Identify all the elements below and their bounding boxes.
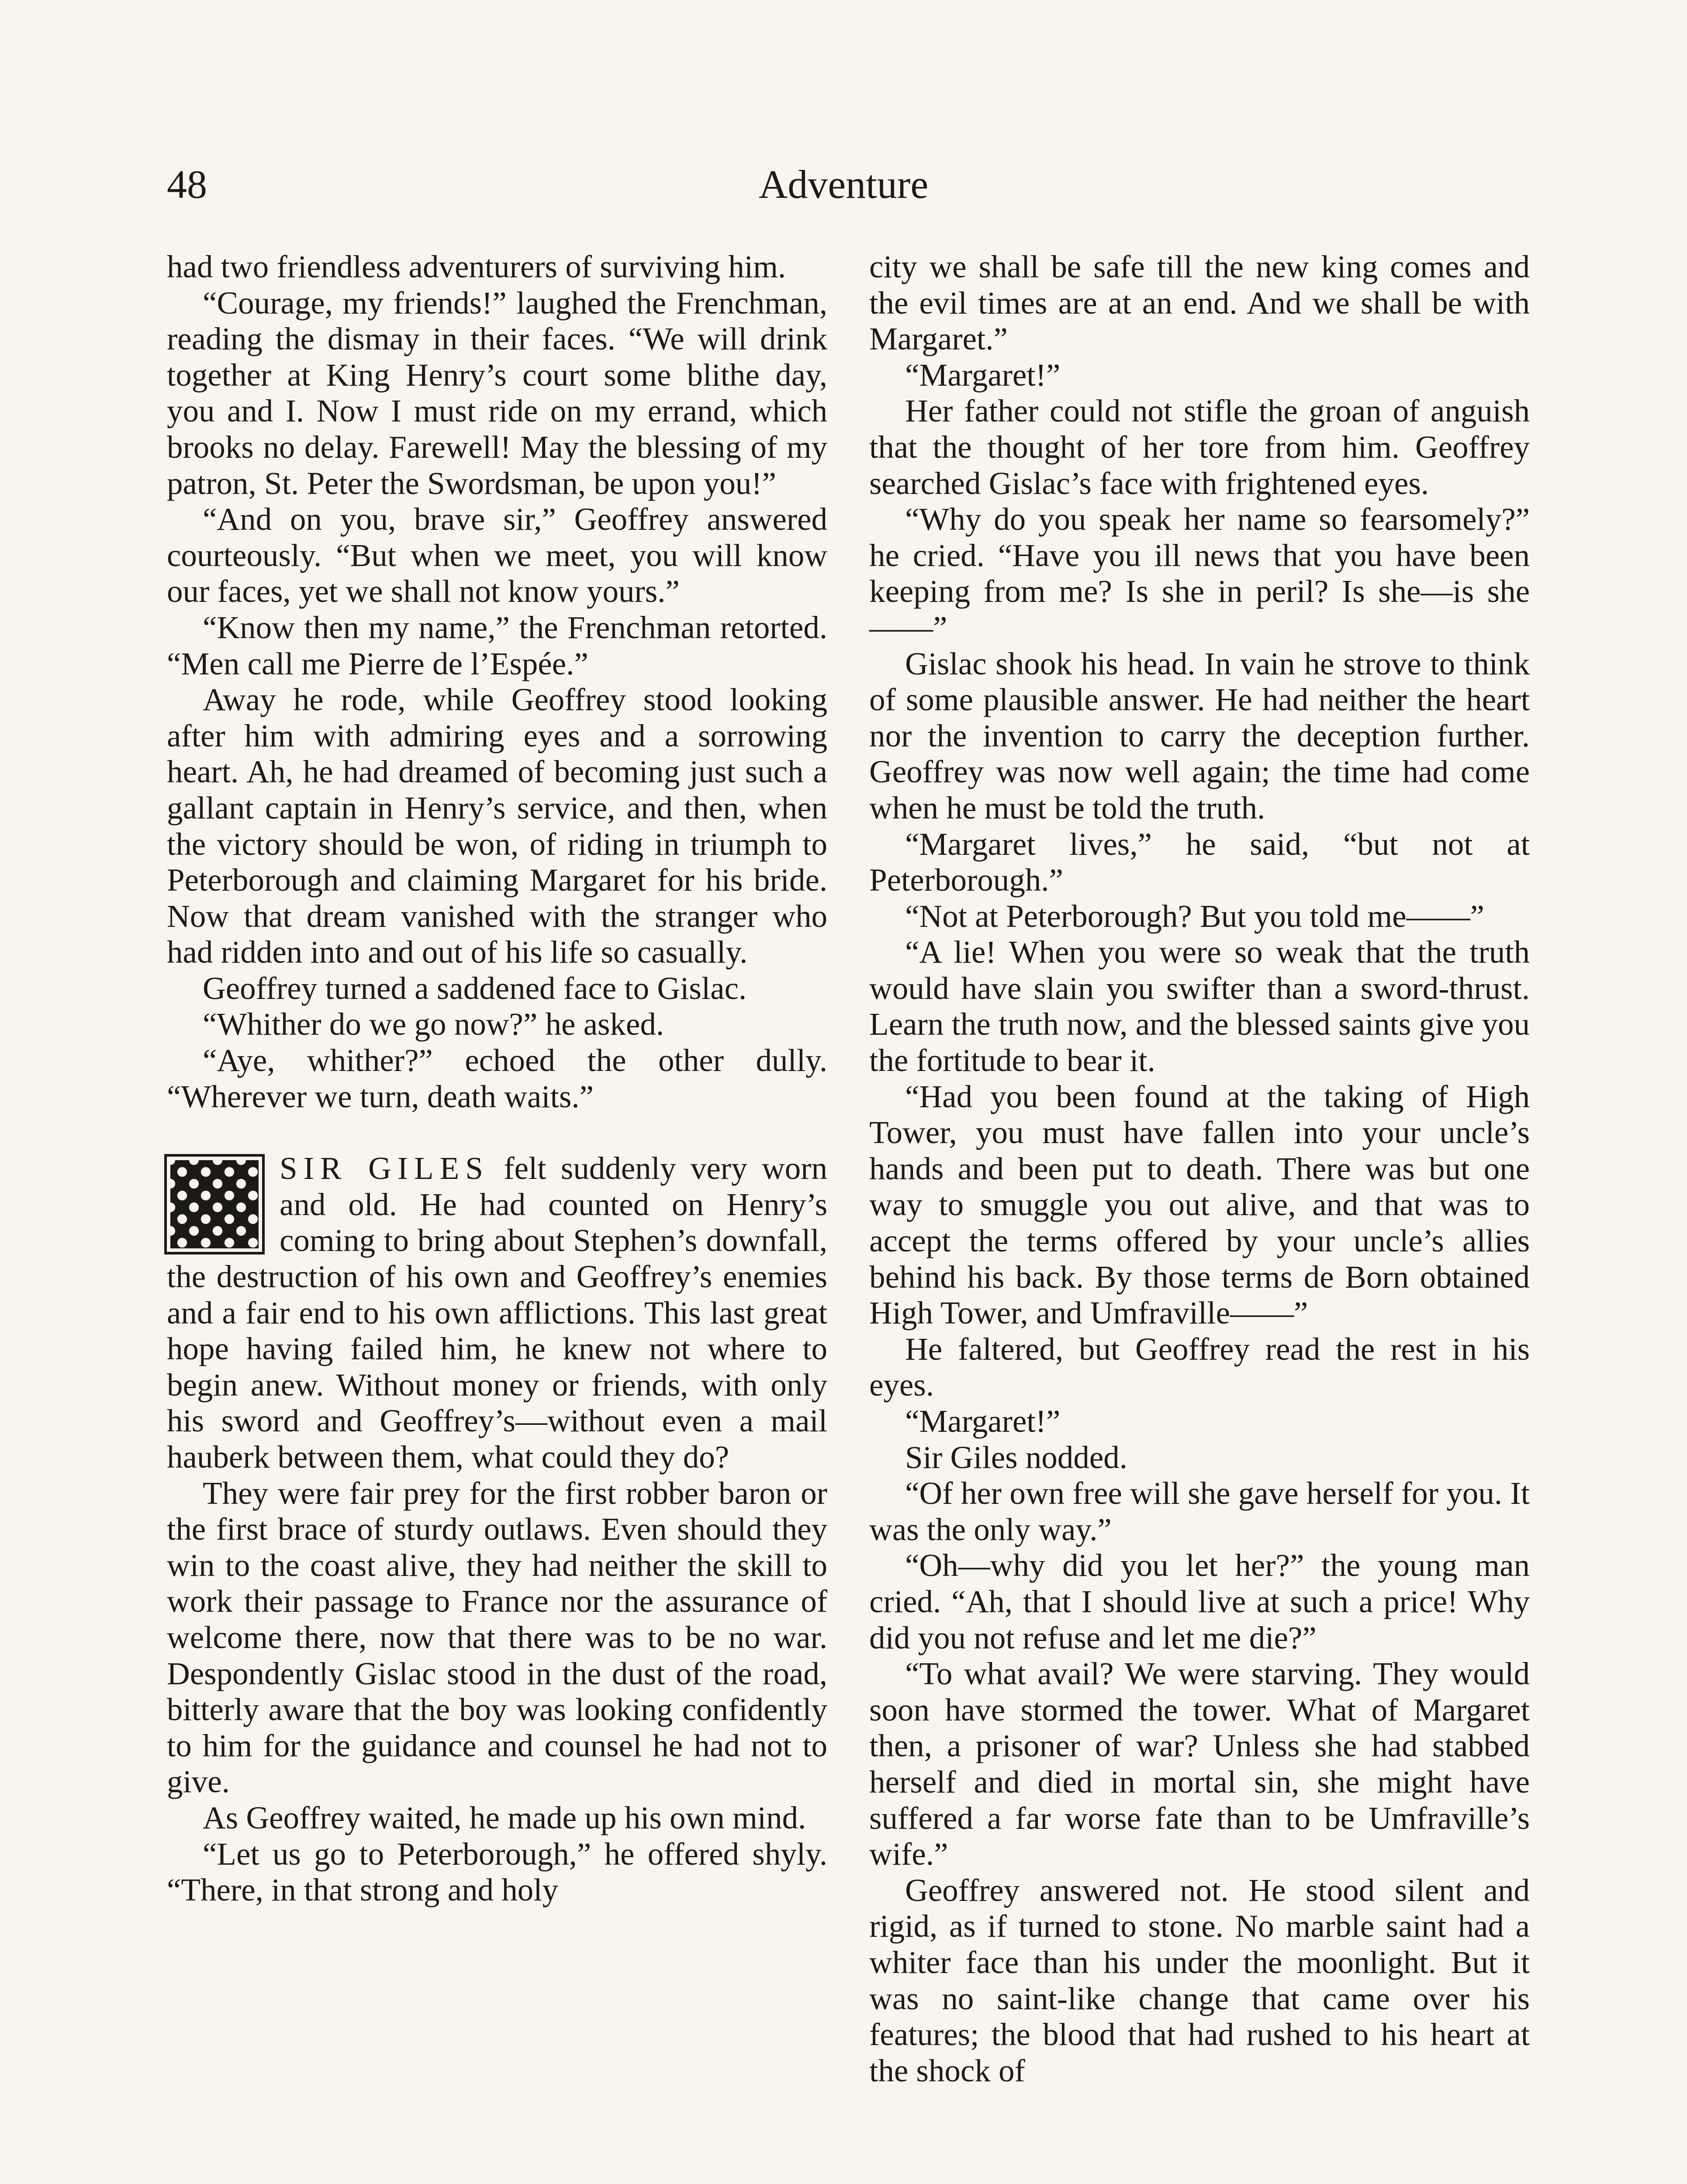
paragraph: “Courage, my friends!” laughed the Frenchman, reading the dismay in their faces. “We will drink together at King Henry’s court some blithe day, you and I. Now I must ride on my errand, which brooks no delay. Farewell! May the blessing of my patron, St. Peter the Swordsman, be upon you!”	[167, 285, 827, 501]
paragraph: had two friendless adventurers of surviving him.	[167, 249, 786, 284]
paragraph: city we shall be safe till the new king comes and the evil times are at an end. And we shall be with Margaret.”	[869, 249, 1530, 357]
paragraph: Geoffrey turned a saddened face to Gislac.	[203, 970, 747, 1006]
left-column	[167, 249, 827, 1908]
paragraph: “Margaret lives,” he said, “but not at Peterborough.”	[869, 826, 1530, 898]
paragraph: “Why do you speak her name so fearsomely?” he cried. “Have you ill news that you have been keeping from me? Is she in peril? Is she—is she——”	[869, 501, 1530, 645]
paragraph: “To what avail? We were starving. They would soon have stormed the tower. What of Margaret then, a prisoner of war? Unless she had stabbed herself and died in mortal sin, she might have suffered a far worse fate than to be Umfraville’s wife.”	[869, 1656, 1530, 1872]
paragraph: “Not at Peterborough? But you told me——”	[905, 898, 1484, 934]
right-column	[869, 249, 1530, 2089]
paragraph: “Aye, whither?” echoed the other dully. “Wherever we turn, death waits.”	[167, 1043, 827, 1114]
running-head: Adventure	[758, 162, 929, 207]
page-header	[167, 158, 1520, 211]
page-number: 48	[167, 162, 207, 207]
paragraph: Away he rode, while Geoffrey stood looking after him with admiring eyes and a sorrowing heart. Ah, he had dreamed of becoming just such a gallant captain in Henry’s service, and then, when the victory should be won, of riding in triumph to Peterborough and claiming Margaret for his bride. Now that dream vanished with the stranger who had ridden into and out of his life so casually.	[167, 682, 827, 970]
paragraph: “Had you been found at the taking of High Tower, you must have fallen into your uncle’s hands and been put to death. There was but one way to smuggle you out alive, and that was to accept the terms offered by your uncle’s allies behind his back. By those terms de Born obtained High Tower, and Umfraville——”	[869, 1078, 1530, 1331]
paragraph: Gislac shook his head. In vain he strove to think of some plausible answer. He had neither the heart nor the invention to carry the deception further. Geoffrey was now well again; the time had come when he must be told the truth.	[869, 646, 1530, 826]
section-opening-paragraph	[167, 1151, 827, 1475]
paragraph: Sir Giles nodded.	[905, 1439, 1127, 1475]
section-lead-in: SIR GILES	[280, 1151, 489, 1186]
paragraph: “Whither do we go now?” he asked.	[203, 1006, 664, 1042]
paragraph: “Of her own free will she gave herself for you. It was the only way.”	[869, 1476, 1530, 1547]
paragraph: He faltered, but Geoffrey read the rest in his eyes.	[869, 1331, 1530, 1403]
paragraph: “A lie! When you were so weak that the truth would have slain you swifter than a sword-thrust. Learn the truth now, and the blessed saints give you the fortitude to bear it.	[869, 934, 1530, 1078]
paragraph: They were fair prey for the first robber baron or the first brace of sturdy outlaws. Even should they win to the coast alive, they had neither the skill to work their passage to France nor the assurance of welcome there, now that there was to be no war. Despondently Gislac stood in the dust of the road, bitterly aware that the boy was looking confidently to him for the guidance and counsel he had not to give.	[167, 1475, 827, 1800]
paragraph: “Oh—why did you let her?” the young man cried. “Ah, that I should live at such a price! Why did you not refuse and let me die?”	[869, 1548, 1530, 1655]
paragraph-text: felt suddenly very worn and old. He had counted on Henry’s coming to bring about Stephen’s downfall, the destruction of his own and Geoffrey’s enemies and a fair end to his own afflictions. This last great hope having failed him, he knew not where to begin anew. Without money or friends, with only his sword and Geoffrey’s—without even a mail hauberk between them, what could they do?	[167, 1151, 827, 1475]
paragraph: “Know then my name,” the Frenchman retorted. “Men call me Pierre de l’Espée.”	[167, 609, 827, 681]
paragraph: Her father could not stifle the groan of anguish that the thought of her tore from him. Geoffrey searched Gislac’s face with frightened eyes.	[869, 393, 1530, 501]
paragraph: “Margaret!”	[905, 357, 1061, 393]
paragraph: “And on you, brave sir,” Geoffrey answered courteously. “But when we meet, you will know our faces, yet we shall not know yours.”	[167, 501, 827, 609]
paragraph: “Margaret!”	[905, 1403, 1061, 1439]
paragraph: As Geoffrey waited, he made up his own mind.	[203, 1800, 806, 1835]
paragraph: Geoffrey answered not. He stood silent and rigid, as if turned to stone. No marble saint had a whiter face than his under the moonlight. But it was no saint-like change that came over his features; the blood that had rushed to his heart at the shock of	[869, 1872, 1530, 2088]
paragraph: “Let us go to Peterborough,” he offered shyly. “There, in that strong and holy	[167, 1836, 827, 1908]
drop-cap-ornament	[167, 1157, 262, 1252]
